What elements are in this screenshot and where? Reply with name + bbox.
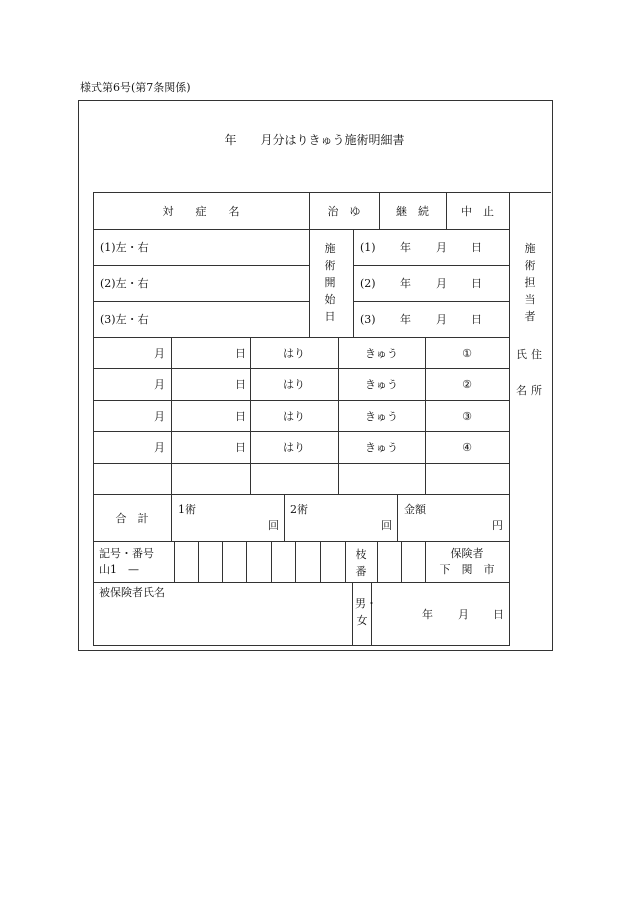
divider bbox=[93, 463, 510, 464]
start-date-month: 月 bbox=[436, 241, 447, 254]
divider bbox=[353, 229, 354, 337]
visit-kyu: きゅう bbox=[365, 347, 398, 360]
start-date-day: 日 bbox=[471, 241, 482, 254]
table-left-line bbox=[93, 192, 94, 645]
visit-kyu: きゅう bbox=[365, 441, 398, 454]
divider bbox=[352, 582, 353, 645]
insurer-value: 下 関 市 bbox=[439, 563, 495, 576]
two-technique-label: 2術 bbox=[290, 503, 308, 516]
practitioner-address-label: 所 bbox=[531, 384, 542, 397]
branch-number-label: 枝番 bbox=[355, 548, 367, 578]
divider bbox=[171, 494, 172, 541]
divider bbox=[93, 265, 309, 266]
visit-kyu: きゅう bbox=[365, 378, 398, 391]
divider bbox=[93, 494, 510, 495]
visit-number: ③ bbox=[462, 410, 472, 423]
table-bottom-line bbox=[93, 645, 510, 646]
disease-name-header: 対 症 名 bbox=[162, 205, 240, 218]
symbol-number-label: 記号・番号 bbox=[99, 547, 154, 560]
treatment-start-label: 施術開始日 bbox=[324, 242, 336, 323]
start-date-month: 月 bbox=[436, 313, 447, 326]
practitioner-name-label: 氏 bbox=[516, 348, 527, 361]
visit-kyu: きゅう bbox=[365, 410, 398, 423]
divider bbox=[320, 541, 321, 582]
divider bbox=[93, 541, 510, 542]
visit-hari: はり bbox=[283, 347, 305, 360]
visit-number: ② bbox=[462, 378, 472, 391]
form-title: 年 月分はりきゅう施術明細書 bbox=[224, 133, 405, 147]
divider bbox=[345, 541, 346, 582]
start-date-num: (3) bbox=[360, 313, 376, 326]
visit-number: ① bbox=[462, 347, 472, 360]
one-technique-label: 1術 bbox=[178, 503, 196, 516]
start-date-day: 日 bbox=[471, 313, 482, 326]
start-date-month: 月 bbox=[436, 277, 447, 290]
birth-year: 年 bbox=[422, 608, 433, 621]
visit-day: 日 bbox=[235, 347, 246, 360]
divider bbox=[295, 541, 296, 582]
amount-unit: 円 bbox=[492, 519, 503, 532]
divider bbox=[284, 494, 285, 541]
visit-hari: はり bbox=[283, 378, 305, 391]
stopped-header: 中 止 bbox=[461, 205, 494, 218]
divider bbox=[93, 431, 510, 432]
start-date-year: 年 bbox=[400, 241, 411, 254]
divider bbox=[246, 541, 247, 582]
cured-header: 治 ゆ bbox=[327, 205, 361, 218]
visit-month: 月 bbox=[154, 410, 165, 423]
divider bbox=[401, 541, 402, 582]
gender-options: 男・女 bbox=[355, 597, 377, 627]
table-right-line bbox=[509, 192, 510, 645]
start-date-day: 日 bbox=[471, 277, 482, 290]
table-top-line bbox=[93, 192, 551, 193]
divider bbox=[222, 541, 223, 582]
start-date-year: 年 bbox=[400, 313, 411, 326]
divider bbox=[93, 368, 510, 369]
start-date-year: 年 bbox=[400, 277, 411, 290]
visit-month: 月 bbox=[154, 347, 165, 360]
divider bbox=[171, 337, 172, 494]
divider bbox=[174, 541, 175, 582]
practitioner-address-label: 住 bbox=[531, 348, 542, 361]
visit-month: 月 bbox=[154, 378, 165, 391]
insured-name-label: 被保険者氏名 bbox=[99, 586, 165, 599]
divider bbox=[93, 229, 510, 230]
visit-hari: はり bbox=[283, 441, 305, 454]
total-label: 合 計 bbox=[115, 512, 149, 525]
visit-month: 月 bbox=[154, 441, 165, 454]
condition-label: (1)左・右 bbox=[100, 241, 149, 254]
amount-label: 金額 bbox=[404, 503, 426, 516]
divider bbox=[371, 582, 372, 645]
insurer-label: 保険者 bbox=[450, 547, 484, 560]
visit-day: 日 bbox=[235, 378, 246, 391]
divider bbox=[397, 494, 398, 541]
start-date-num: (2) bbox=[360, 277, 376, 290]
divider bbox=[353, 301, 509, 302]
visit-day: 日 bbox=[235, 410, 246, 423]
practitioner-label: 施術担当者 bbox=[524, 242, 536, 323]
visit-day: 日 bbox=[235, 441, 246, 454]
visit-number: ④ bbox=[462, 441, 472, 454]
divider bbox=[198, 541, 199, 582]
practitioner-name-label: 名 bbox=[516, 384, 527, 397]
divider bbox=[377, 541, 378, 582]
divider bbox=[353, 265, 509, 266]
symbol-value: 山1 — bbox=[99, 563, 139, 576]
condition-label: (3)左・右 bbox=[100, 313, 149, 326]
continued-header: 継 続 bbox=[396, 205, 429, 218]
visit-hari: はり bbox=[283, 410, 305, 423]
two-technique-unit: 回 bbox=[381, 519, 392, 532]
divider bbox=[93, 301, 309, 302]
divider bbox=[93, 337, 510, 338]
start-date-num: (1) bbox=[360, 241, 376, 254]
condition-label: (2)左・右 bbox=[100, 277, 149, 290]
divider bbox=[93, 582, 510, 583]
one-technique-unit: 回 bbox=[268, 519, 279, 532]
birth-month: 月 bbox=[458, 608, 469, 621]
form-number: 様式第6号(第7条関係) bbox=[80, 81, 191, 94]
divider bbox=[271, 541, 272, 582]
divider bbox=[93, 400, 510, 401]
birth-day: 日 bbox=[493, 608, 504, 621]
